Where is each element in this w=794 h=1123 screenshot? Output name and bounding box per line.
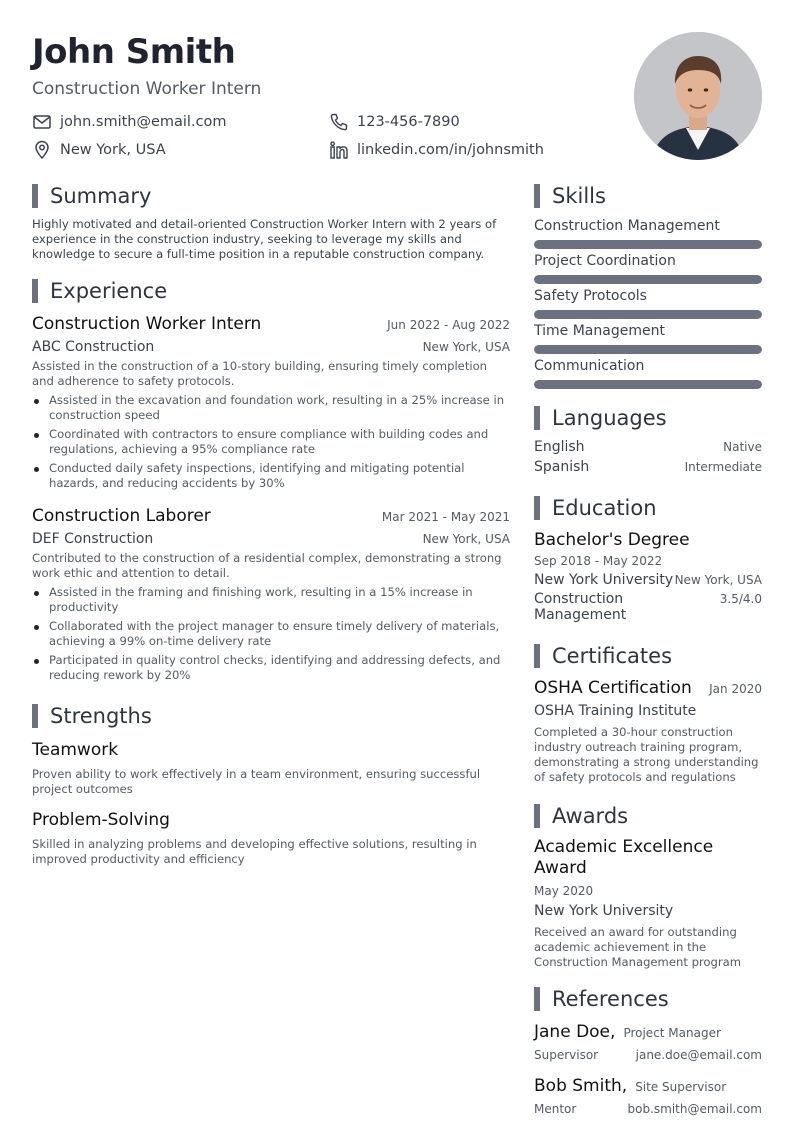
heading-accent-bar: [534, 987, 540, 1011]
education-field: Construction Management: [534, 591, 627, 623]
reference-entry: [534, 1076, 762, 1116]
bullet-item: Collaborated with the project manager to ensure timely delivery of materials, achieving a 99% on-time delivery rate: [32, 619, 510, 649]
job-bullets: [32, 393, 510, 491]
language-name: Spanish: [534, 459, 590, 475]
award-entry: [534, 837, 762, 970]
skill-bar-fill: [534, 275, 762, 284]
award-issuer: New York University: [534, 903, 674, 919]
section-heading-summary: Summary: [32, 183, 510, 209]
strength-entry: [32, 809, 510, 867]
contact-location: [32, 140, 166, 160]
reference-name: Bob Smith,: [534, 1076, 628, 1096]
job-company: ABC Construction: [32, 339, 155, 355]
job-location: New York, USA: [422, 532, 510, 546]
job-title: Construction Worker Intern: [32, 314, 262, 334]
section-heading-education: Education: [534, 495, 762, 521]
email-text: john.smith@email.com: [60, 114, 227, 130]
reference-role: Site Supervisor: [635, 1080, 727, 1094]
heading-accent-bar: [534, 184, 540, 208]
candidate-title: Construction Worker Intern: [32, 79, 262, 99]
bullet-item: Coordinated with contractors to ensure compliance with building codes and regulations, achieving a 95% compliance rate: [32, 427, 510, 457]
experience-entry: [32, 313, 510, 491]
reference-entry: [534, 1022, 762, 1062]
language-item: [534, 439, 762, 455]
strength-title: Problem-Solving: [32, 810, 170, 830]
strength-title: Teamwork: [32, 740, 119, 760]
reference-relation: Mentor: [534, 1102, 577, 1116]
award-name: Academic Excellence Award: [534, 837, 714, 878]
skill-item: [534, 252, 762, 284]
skill-item: [534, 287, 762, 319]
person-portrait-icon: [634, 32, 762, 160]
section-heading-languages: Languages: [534, 405, 762, 431]
linkedin-text: linkedin.com/in/johnsmith: [357, 142, 544, 158]
linkedin-icon: [329, 140, 349, 160]
bullet-item: Participated in quality control checks, identifying and addressing defects, and reducing rework by 20%: [32, 653, 510, 683]
education-degree: Bachelor's Degree: [534, 530, 690, 550]
contact-info: [32, 112, 592, 166]
candidate-name: John Smith: [32, 32, 236, 72]
phone-text: 123-456-7890: [357, 114, 460, 130]
reference-relation: Supervisor: [534, 1048, 599, 1062]
contact-linkedin[interactable]: [329, 140, 544, 160]
language-level: Intermediate: [684, 460, 762, 474]
section-heading-skills: Skills: [534, 183, 762, 209]
email-icon: [32, 112, 52, 132]
bullet-item: Assisted in the excavation and foundation work, resulting in a 25% increase in construction speed: [32, 393, 510, 423]
phone-icon: [329, 112, 349, 132]
skill-bar: [534, 345, 762, 354]
skill-item: [534, 217, 762, 249]
skill-name: Construction Management: [534, 218, 720, 234]
education-dates: Sep 2018 - May 2022: [534, 554, 663, 568]
award-date: May 2020: [534, 884, 594, 898]
job-description: Contributed to the construction of a residential complex, demonstrating a strong work ethic and attention to detail.: [32, 551, 502, 580]
skill-name: Communication: [534, 358, 645, 374]
education-school: New York University: [534, 572, 674, 588]
education-gpa: 3.5/4.0: [719, 592, 762, 606]
award-description: Received an award for outstanding academic achievement in the Construction Management program: [534, 925, 742, 969]
strength-description: Proven ability to work effectively in a team environment, ensuring successful project outcomes: [32, 767, 481, 796]
skills-list: [534, 217, 762, 389]
job-dates: Jun 2022 - Aug 2022: [387, 318, 510, 332]
heading-accent-bar: [32, 704, 38, 728]
heading-accent-bar: [534, 406, 540, 430]
education-location: New York, USA: [674, 573, 762, 587]
certificate-issuer: OSHA Training Institute: [534, 703, 697, 719]
section-heading-strengths: Strengths: [32, 703, 510, 729]
reference-role: Project Manager: [623, 1026, 721, 1040]
experience-entry: [32, 505, 510, 683]
skill-bar: [534, 240, 762, 249]
skill-bar-fill: [534, 380, 762, 389]
job-company: DEF Construction: [32, 531, 154, 547]
job-bullets: [32, 585, 510, 683]
language-item: [534, 459, 762, 475]
contact-phone[interactable]: [329, 112, 460, 132]
skill-item: [534, 322, 762, 354]
skill-bar: [534, 380, 762, 389]
strength-entry: [32, 739, 510, 797]
heading-accent-bar: [32, 184, 38, 208]
reference-email[interactable]: bob.smith@email.com: [627, 1102, 762, 1116]
left-column: [32, 183, 510, 867]
skill-bar: [534, 310, 762, 319]
job-location: New York, USA: [422, 340, 510, 354]
heading-accent-bar: [32, 279, 38, 303]
skill-bar-fill: [534, 240, 762, 249]
skill-item: [534, 357, 762, 389]
heading-accent-bar: [534, 804, 540, 828]
certificate-entry: [534, 677, 762, 785]
skill-name: Project Coordination: [534, 253, 676, 269]
education-entry: [534, 529, 762, 623]
languages-list: [534, 439, 762, 475]
right-column: [534, 183, 762, 1116]
section-heading-references: References: [534, 986, 762, 1012]
heading-accent-bar: [534, 496, 540, 520]
location-text: New York, USA: [60, 142, 166, 158]
job-title: Construction Laborer: [32, 506, 211, 526]
section-heading-certificates: Certificates: [534, 643, 762, 669]
reference-email[interactable]: jane.doe@email.com: [635, 1048, 762, 1062]
summary-text: Highly motivated and detail-oriented Construction Worker Intern with 2 years of experience in the construction industry, seeking to leverage my skills and knowledge to secure a full-time position in a reputable construction company.: [32, 217, 497, 261]
section-heading-awards: Awards: [534, 803, 762, 829]
language-level: Native: [723, 440, 762, 454]
language-name: English: [534, 439, 585, 455]
location-pin-icon: [32, 140, 52, 160]
contact-email[interactable]: [32, 112, 227, 132]
resume-header: [32, 30, 612, 100]
reference-name: Jane Doe,: [534, 1022, 616, 1042]
skill-bar-fill: [534, 345, 762, 354]
job-description: Assisted in the construction of a 10-story building, ensuring timely completion and adherence to safety protocols.: [32, 359, 488, 388]
bullet-item: Conducted daily safety inspections, identifying and mitigating potential hazards, and reducing accidents by 30%: [32, 461, 510, 491]
skill-bar-fill: [534, 310, 762, 319]
skill-name: Time Management: [534, 323, 665, 339]
job-dates: Mar 2021 - May 2021: [381, 510, 510, 524]
certificate-name: OSHA Certification: [534, 678, 692, 698]
section-heading-experience: Experience: [32, 278, 510, 304]
heading-accent-bar: [534, 644, 540, 668]
bullet-item: Assisted in the framing and finishing work, resulting in a 15% increase in productivity: [32, 585, 510, 615]
certificate-description: Completed a 30-hour construction industry outreach training program, demonstrating a strong understanding of safety protocols and regulations: [534, 725, 759, 784]
skill-bar: [534, 275, 762, 284]
certificate-date: Jan 2020: [709, 682, 762, 696]
strength-description: Skilled in analyzing problems and developing effective solutions, resulting in improved productivity and efficiency: [32, 837, 477, 866]
skill-name: Safety Protocols: [534, 288, 647, 304]
profile-photo: [634, 32, 762, 160]
